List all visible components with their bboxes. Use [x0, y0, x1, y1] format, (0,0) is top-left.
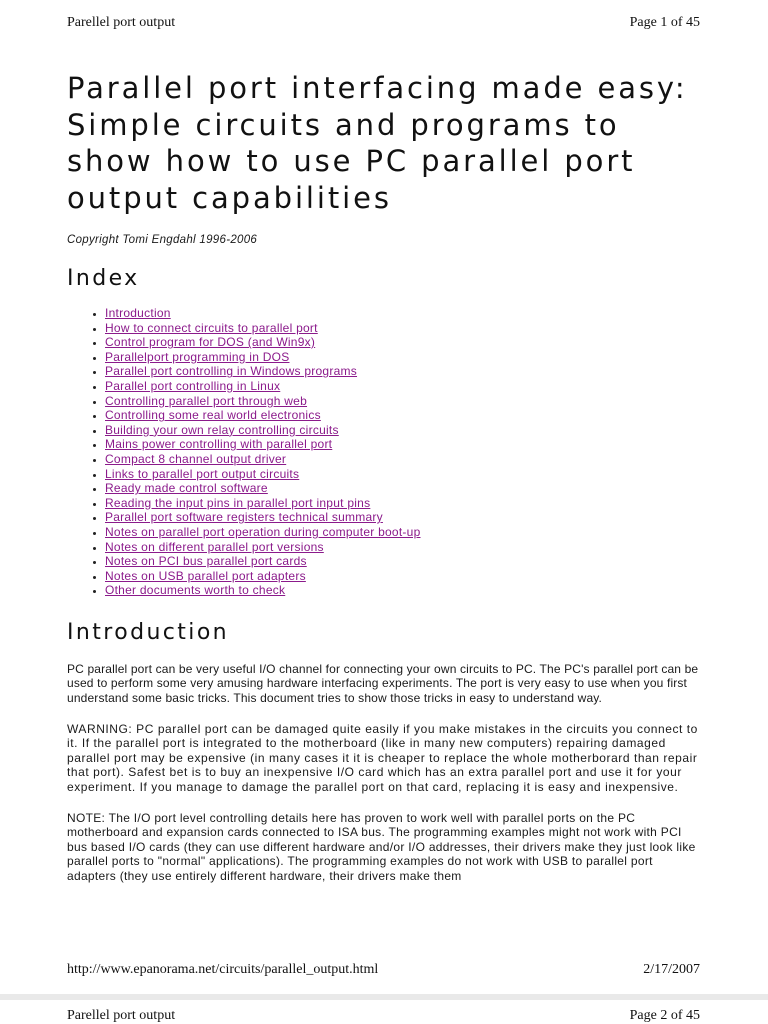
- index-link-introduction[interactable]: Introduction: [105, 306, 171, 320]
- header-page-number: Page 1 of 45: [629, 15, 700, 30]
- index-link-output-circuits[interactable]: Links to parallel port output circuits: [105, 466, 300, 481]
- index-link-mains-power[interactable]: Mains power controlling with parallel port: [105, 437, 333, 452]
- index-item: [105, 321, 700, 336]
- index-link-other-documents[interactable]: Other documents worth to check: [105, 583, 286, 598]
- index-item: [105, 437, 700, 452]
- index-link-pci-cards[interactable]: Notes on PCI bus parallel port cards: [105, 554, 307, 569]
- index-item: [105, 452, 700, 467]
- footer-date: 2/17/2007: [643, 962, 700, 977]
- index-item: [105, 569, 700, 584]
- index-link-programming-dos[interactable]: Parallelport programming in DOS: [105, 349, 290, 364]
- index-item: [105, 306, 700, 321]
- index-item: [105, 496, 700, 511]
- index-item: [105, 408, 700, 423]
- intro-paragraph: PC parallel port can be very useful I/O channel for connecting your own circuits to PC. The PC's parallel port can be used to perform some very amusing hardware interfacing experiments. The port is very easy to use when you first understand some basic tricks. This document tries to show those tricks in easy to understand way.: [67, 661, 699, 706]
- index-item: [105, 364, 700, 379]
- index-link-web-control[interactable]: Controlling parallel port through web: [105, 393, 308, 408]
- index-link-port-versions[interactable]: Notes on different parallel port versions: [105, 539, 324, 554]
- index-link-connect-circuits[interactable]: How to connect circuits to parallel port: [105, 320, 318, 335]
- index-item: [105, 335, 700, 350]
- page-footer: [67, 962, 700, 978]
- index-link-output-driver[interactable]: Compact 8 channel output driver: [105, 451, 287, 466]
- index-item: [105, 540, 700, 555]
- index-link-input-pins[interactable]: Reading the input pins in parallel port input pins: [105, 495, 371, 510]
- page-header: [67, 15, 700, 31]
- document-title: Parallel port interfacing made easy: Simple circuits and programs to show how to use PC parallel port output capabilities: [67, 71, 688, 215]
- index-item: [105, 554, 700, 569]
- index-item: [105, 379, 700, 394]
- index-link-control-software[interactable]: Ready made control software: [105, 481, 268, 496]
- index-link-boot-up[interactable]: Notes on parallel port operation during computer boot-up: [105, 524, 421, 539]
- index-heading: Index: [67, 266, 140, 291]
- footer-url: http://www.epanorama.net/circuits/parallel_output.html: [67, 962, 379, 977]
- index-item: [105, 583, 700, 598]
- index-item: [105, 394, 700, 409]
- index-link-windows-programs[interactable]: Parallel port controlling in Windows programs: [105, 364, 358, 379]
- index-link-usb-adapters[interactable]: Notes on USB parallel port adapters: [105, 568, 306, 583]
- index-item: [105, 350, 700, 365]
- header-title: Parellel port output: [67, 15, 176, 30]
- page-content: [67, 70, 700, 884]
- index-link-registers-summary[interactable]: Parallel port software registers technical summary: [105, 510, 383, 525]
- next-page-header: [67, 1008, 700, 1024]
- index-item: [105, 525, 700, 540]
- index-item: [105, 423, 700, 438]
- note-paragraph: NOTE: The I/O port level controlling details here has proven to work well with parallel ports on the PC motherboard and expansion cards connected to ISA bus. The programming examples might not work with PCI bus based I/O cards (they can use different hardware and/or I/O addresses, their drivers make they just look like parallel ports to "normal" applications). The programming examples do not work with USB to parallel port adapters (they use entirely different hardware, their drivers make them: [67, 810, 696, 883]
- next-header-page-number: Page 2 of 45: [629, 1008, 700, 1023]
- index-item: [105, 467, 700, 482]
- warning-paragraph: WARNING: PC parallel port can be damaged quite easily if you make mistakes in the circuits you connect to it. If the parallel port is integrated to the motherboard (like in many new computers) repairing damaged parallel port may be expensive (in many cases it it is cheaper to replace the whole motherborard than repair that port). Safest bet is to buy an inexpensive I/O card which has an extra parallel port and use it for your experiment. If you manage to damage the parallel port on that card, replacing it is easy and inexpensive.: [67, 721, 698, 795]
- index-item: [105, 481, 700, 496]
- index-link-control-program-dos[interactable]: Control program for DOS (and Win9x): [105, 335, 316, 350]
- page-separator: [0, 994, 768, 1000]
- next-header-title: Parellel port output: [67, 1008, 176, 1023]
- index-link-relay-circuits[interactable]: Building your own relay controlling circuits: [105, 422, 339, 437]
- index-link-real-world-electronics[interactable]: Controlling some real world electronics: [105, 408, 321, 423]
- copyright-notice: Copyright Tomi Engdahl 1996-2006: [67, 234, 258, 246]
- index-link-linux[interactable]: Parallel port controlling in Linux: [105, 378, 281, 393]
- introduction-heading: Introduction: [67, 619, 230, 645]
- index-item: [105, 510, 700, 525]
- index-list: [67, 306, 700, 598]
